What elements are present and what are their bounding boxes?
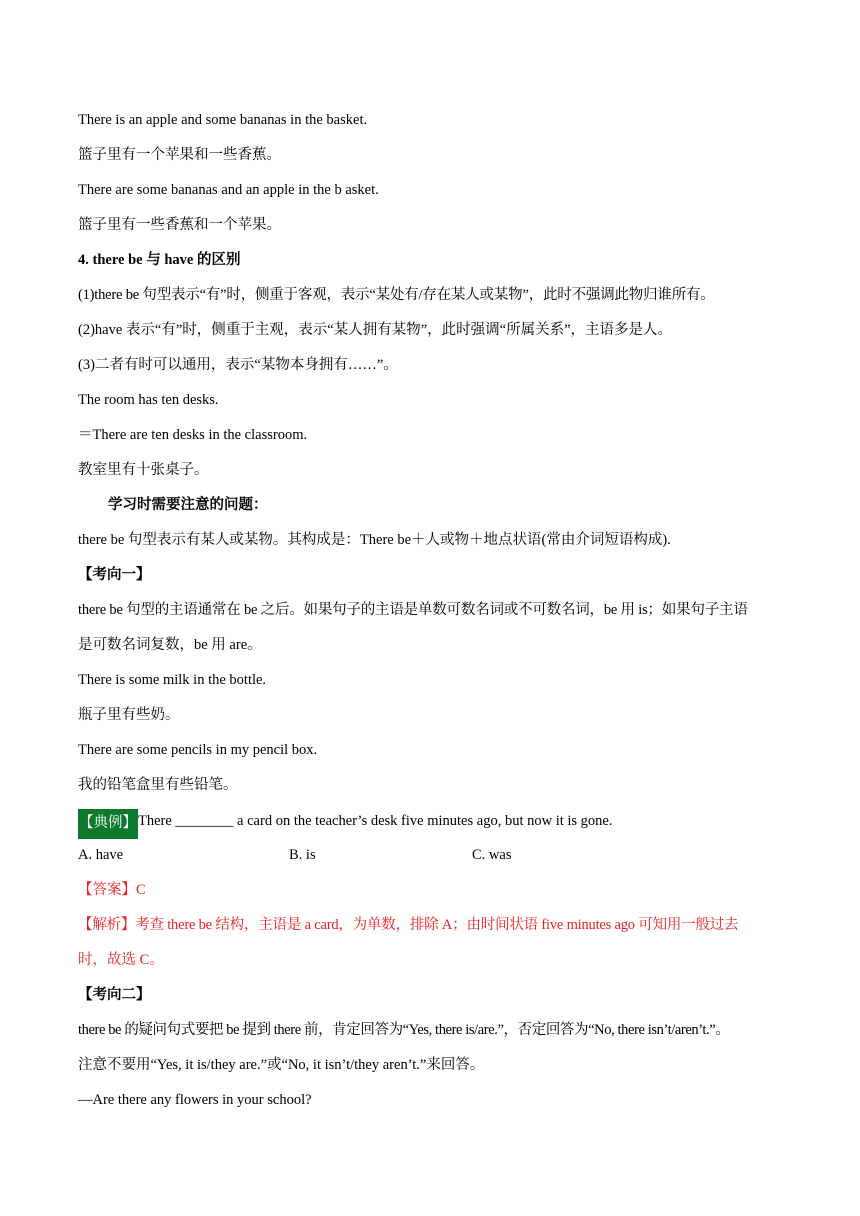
focus-one-text-a: there be 句型的主语通常在 be 之后。如果句子的主语是单数可数名词或不可数名词，be 用 is；如果句子主语 [78,602,748,618]
focus-one-example-3: There are some pencils in my pencil box. [78,742,318,758]
focus-two-text-a: there be 的疑问句式要把 be 提到 there 前，肯定回答为“Yes, there is/are.”，否定回答为“No, there isn’t/aren’t.”。 [78,1022,730,1038]
example-options [78,845,788,865]
example-question-text: There ________ a card on the teacher’s desk five minutes ago, but now it is gone. [138,813,613,829]
analysis-line-a: 【解析】考查 there be 结构，主语是 a card，为单数，排除 A；由时间状语 five minutes ago 可知用一般过去 [78,917,739,933]
example-en-1: The room has ten desks. [78,392,219,408]
option-c: C. was [472,847,512,863]
rule-1: (1)there be 句型表示“有”时，侧重于客观，表示“某处有/存在某人或某物”，此时不强调此物归谁所有。 [78,287,715,303]
focus-one-text-b: 是可数名词复数，be 用 are。 [78,637,262,653]
rule-3: (3)二者有时可以通用，表示“某物本身拥有……”。 [78,357,398,373]
focus-two-question: —Are there any flowers in your school? [78,1092,312,1108]
section-heading-4: 4. there be 与 have 的区别 [78,252,241,268]
example-zh-1: 教室里有十张桌子。 [78,462,209,478]
sentence-en-1: There is an apple and some bananas in the basket. [78,112,368,128]
example-en-2: ＝There are ten desks in the classroom. [78,427,308,443]
focus-one-example-1: There is some milk in the bottle. [78,672,267,688]
option-b: B. is [289,847,316,863]
sentence-zh-2: 篮子里有一些香蕉和一个苹果。 [78,217,281,233]
focus-two-heading: 【考向二】 [78,987,151,1003]
study-notes-heading: 学习时需要注意的问题： [108,497,268,513]
focus-one-heading: 【考向一】 [78,567,151,583]
sentence-en-2: There are some bananas and an apple in the b asket. [78,182,379,198]
study-notes-text: there be 句型表示有某人或某物。其构成是：There be＋人或物＋地点状语(常由介词短语构成). [78,532,671,548]
sentence-zh-1: 篮子里有一个苹果和一些香蕉。 [78,147,281,163]
example-question [78,809,788,839]
answer-line: 【答案】C [78,882,146,898]
rule-2: (2)have 表示“有”时，侧重于主观，表示“某人拥有某物”，此时强调“所属关系”，主语多是人。 [78,322,673,338]
option-a: A. have [78,847,124,863]
focus-one-example-4: 我的铅笔盒里有些铅笔。 [78,777,238,793]
focus-one-example-2: 瓶子里有些奶。 [78,707,180,723]
example-tag: 【典例】 [78,809,138,839]
focus-two-text-b: 注意不要用“Yes, it is/they are.”或“No, it isn’t/they aren’t.”来回答。 [78,1057,485,1073]
analysis-line-b: 时，故选 C。 [78,952,164,968]
